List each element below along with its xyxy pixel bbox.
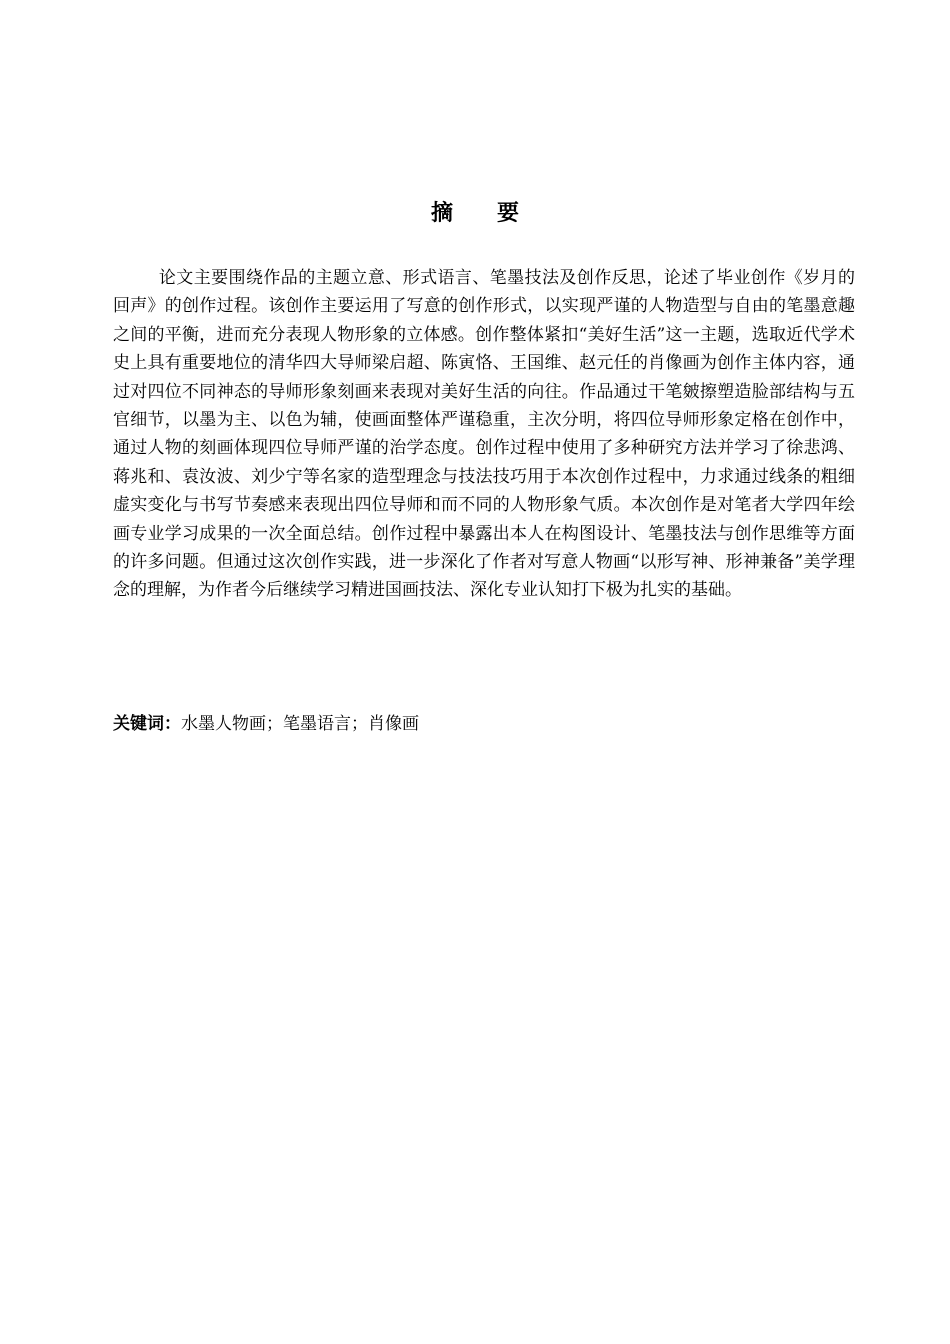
keywords-line (113, 710, 855, 738)
abstract-body: 论文主要围绕作品的主题立意、形式语言、笔墨技法及创作反思，论述了毕业创作《岁月的回声》的创作过程。该创作主要运用了写意的创作形式，以实现严谨的人物造型与自由的笔墨意趣之间的平衡，进而充分表现人物形象的立体感。创作整体紧扣“美好生活”这一主题，选取近代学术史上具有重要地位的清华四大导师梁启超、陈寅恪、王国维、赵元任的肖像画为创作主体内容，通过对四位不同神态的导师形象刻画来表现对美好生活的向往。作品通过干笔皴擦塑造脸部结构与五官细节，以墨为主、以色为辅，使画面整体严谨稳重，主次分明，将四位导师形象定格在创作中，通过人物的刻画体现四位导师严谨的治学态度。创作过程中使用了多种研究方法并学习了徐悲鸿、蒋兆和、袁汝波、刘少宁等名家的造型理念与技法技巧用于本次创作过程中，力求通过线条的粗细虚实变化与书写节奏感来表现出四位导师和而不同的人物形象气质。本次创作是对笔者大学四年绘画专业学习成果的一次全面总结。创作过程中暴露出本人在构图设计、笔墨技法与创作思维等方面的许多问题。但通过这次创作实践，进一步深化了作者对写意人物画“以形写神、形神兼备”美学理念的理解，为作者今后继续学习精进国画技法、深化专业认知打下极为扎实的基础。 (113, 268, 855, 601)
keywords-text: 水墨人物画；笔墨语言；肖像画 (181, 714, 419, 734)
abstract-title: 摘 要 (430, 201, 519, 226)
keywords-label: 关键词： (113, 714, 181, 734)
